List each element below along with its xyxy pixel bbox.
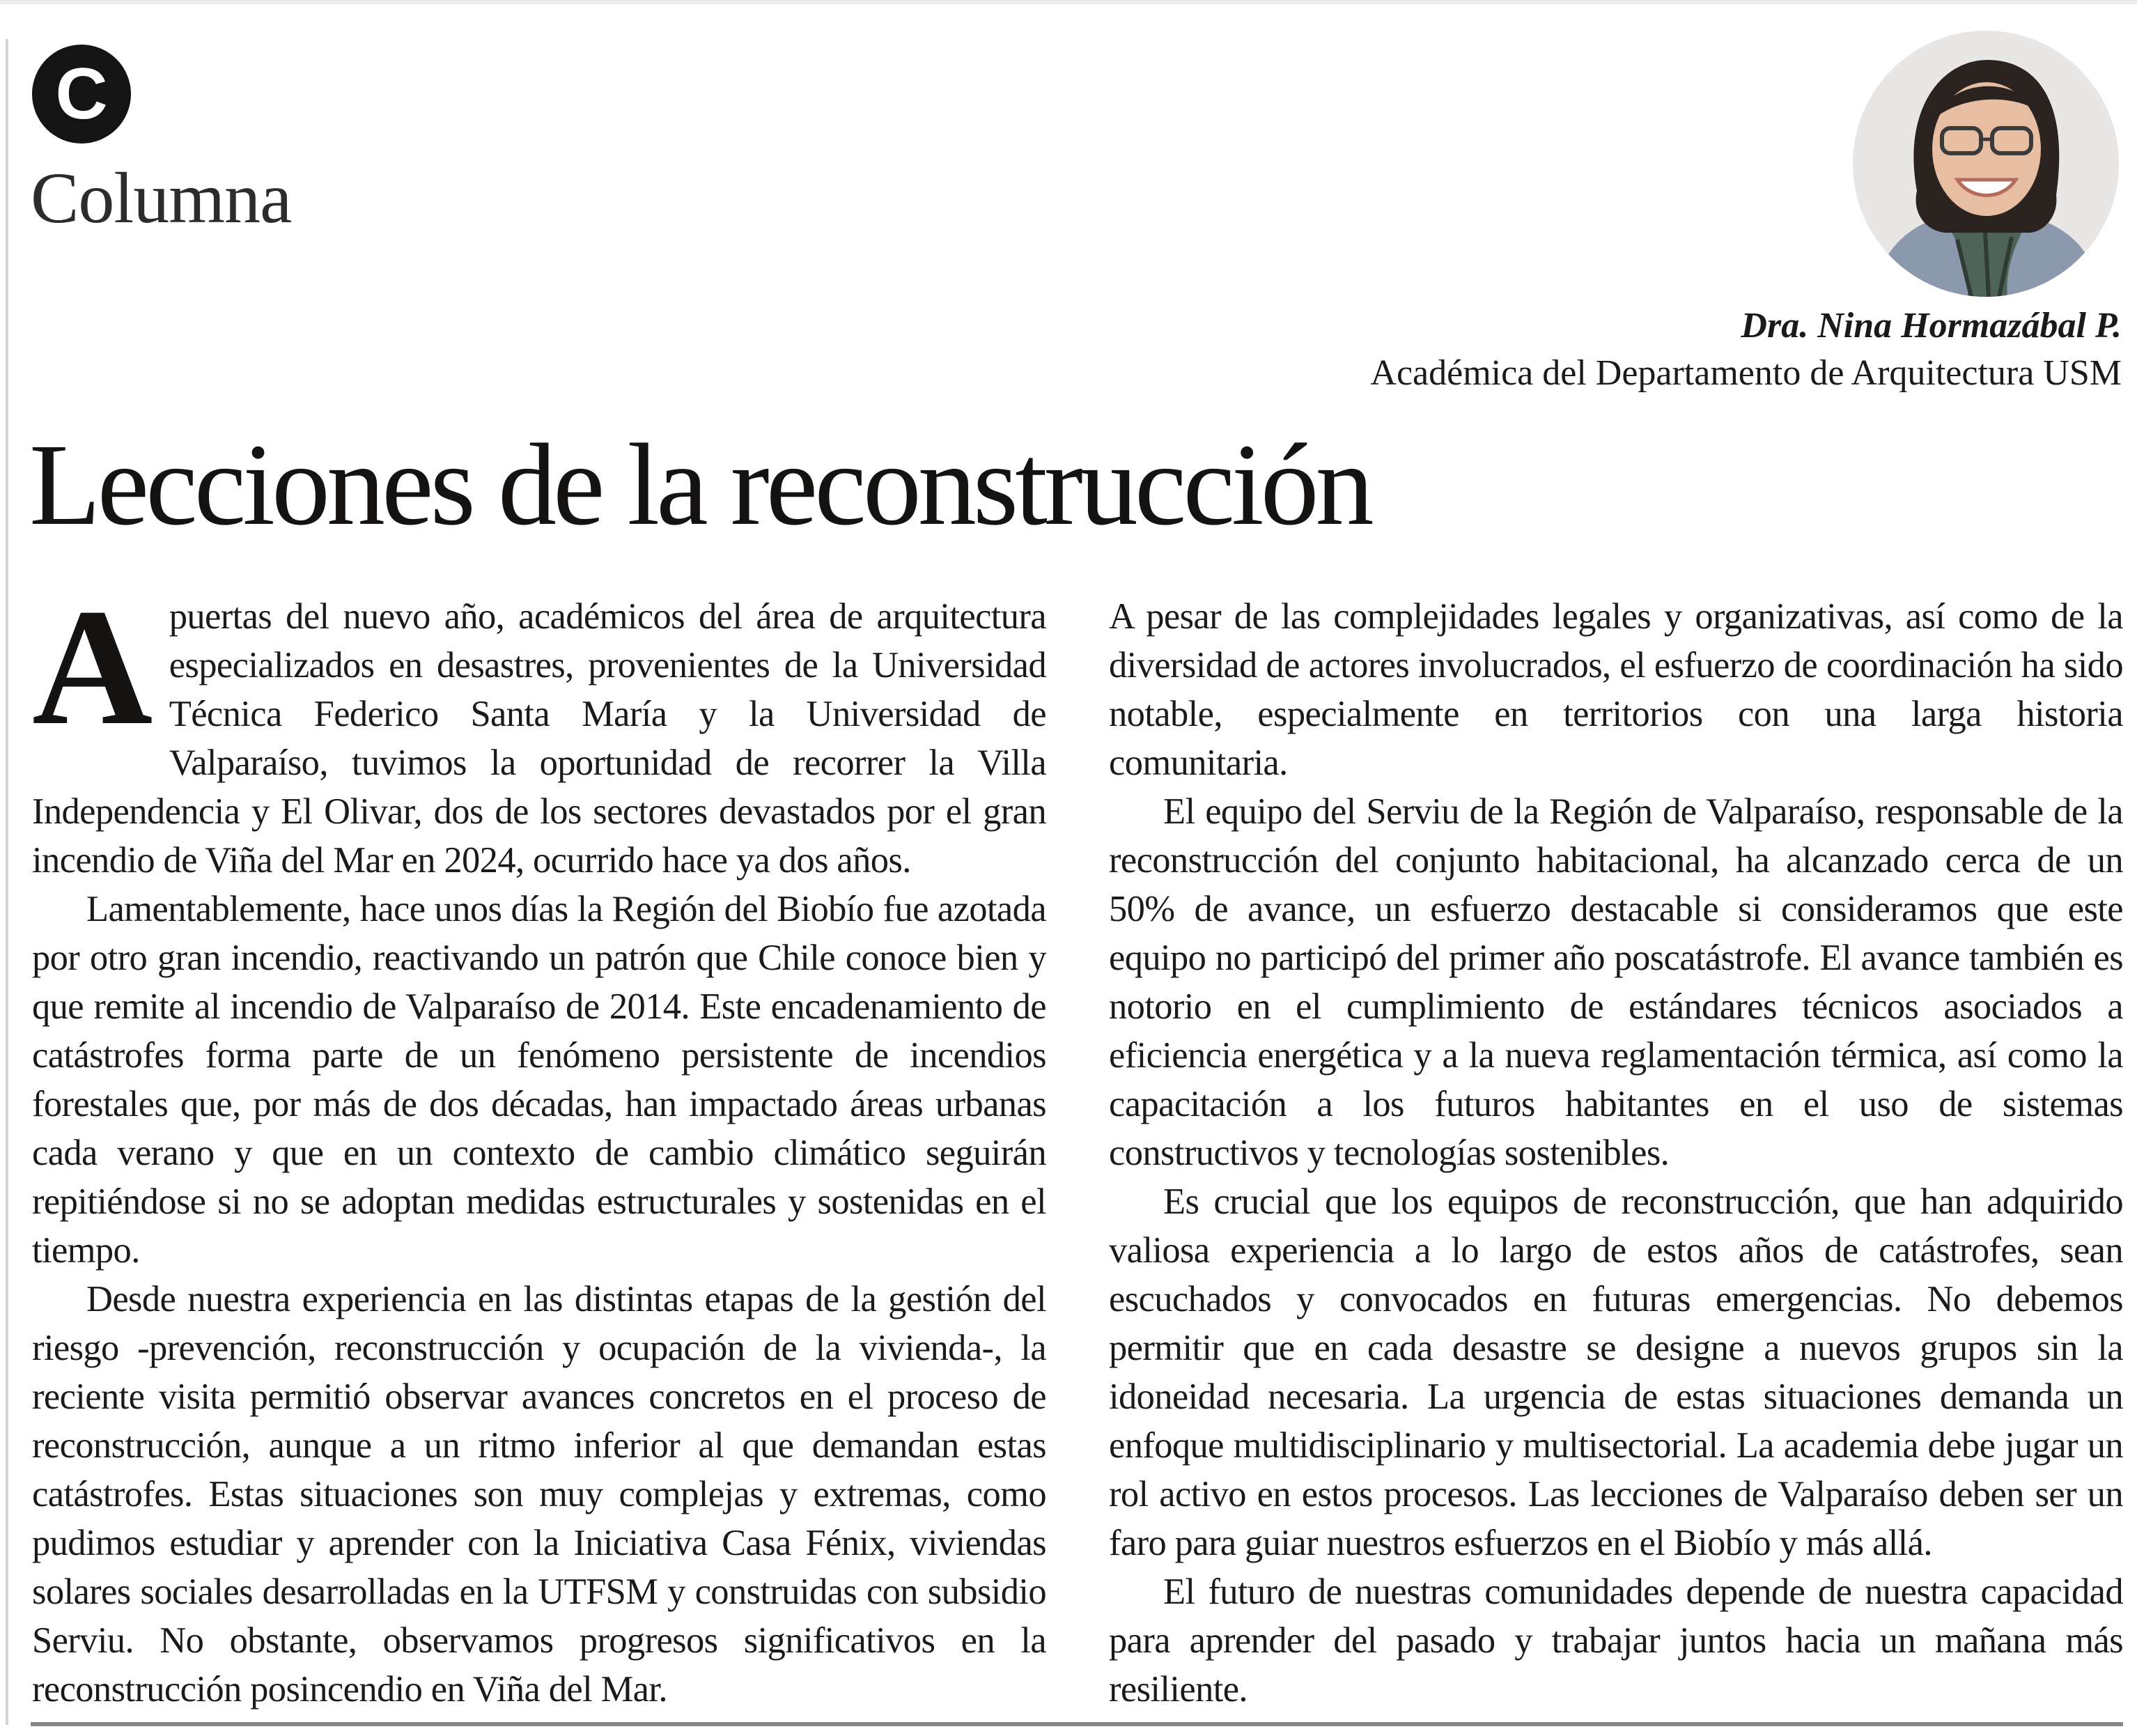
author-role: Académica del Departamento de Arquitectura USM — [1370, 353, 2122, 393]
article-column-right — [1109, 592, 2123, 1710]
article-title: Lecciones de la reconstrucción — [29, 420, 1371, 550]
article-paragraph: El equipo del Serviu de la Región de Valparaíso, responsable de la reconstrucción del conjunto habitacional, ha alcanzado cerca de un 50% de avance, un esfuerzo destacable si consideramos que este equipo no participó del primer año poscatástrofe. El avance también es notorio en el cumplimiento de estándares técnicos asociados a eficiencia energética y a la nueva reglamentación térmica, así como la capacitación a los futuros habitantes en el uso de sistemas constructivos y tecnologías sostenibles. — [1109, 791, 2123, 1173]
dropcap: A — [32, 574, 153, 759]
paragraph-text: puertas del nuevo año, académicos del área de arquitectura especializados en desastres, provenientes de la Universidad Técnica Federico Santa María y la Universidad de Valparaíso, tuvimos la oportunidad de recorrer la Villa Independencia y El Olivar, dos de los sectores devastados por el gran incendio de Viña del Mar en 2024, ocurrido hace ya dos años. — [32, 596, 1046, 881]
author-portrait-image — [1853, 31, 2119, 297]
author-photo — [1853, 31, 2119, 297]
section-badge-icon: C — [32, 45, 131, 144]
article-paragraph — [32, 574, 1046, 885]
section-label: Columna — [31, 158, 292, 238]
bottom-rule — [31, 1722, 2123, 1726]
page-border — [6, 39, 8, 1725]
article-body — [32, 574, 2123, 1710]
author-name: Dra. Nina Hormazábal P. — [1741, 306, 2122, 346]
article-paragraph: El futuro de nuestras comunidades depende de nuestra capacidad para aprender del pasado y trabajar juntos hacia un mañana más resiliente. — [1109, 1572, 2123, 1710]
article-paragraph: Desde nuestra experiencia en las distintas etapas de la gestión del riesgo -prevención, reconstrucción y ocupación de la vivienda-, la reciente visita permitió observar avances concretos en el proceso de reconstrucción, aunque a un ritmo inferior al que demandan estas catástrofes. Estas situaciones son muy complejas y extremas, como pudimos estudiar y aprender con la Iniciativa Casa Fénix, viviendas solares sociales desarrolladas en la UTFSM y construidas con subsidio Serviu. No obstante, observamos progresos significativos en la reconstrucción posincendio en Viña del Mar. — [32, 1279, 1046, 1710]
article-paragraph: Es crucial que los equipos de reconstrucción, que han adquirido valiosa experiencia a lo largo de estos años de catástrofes, sean escuchados y convocados en futuras emergencias. No debemos permitir que en cada desastre se designe a nuevos grupos sin la idoneidad necesaria. La urgencia de estas situaciones demanda un enfoque multidisciplinario y multisectorial. La academia debe jugar un rol activo en estos procesos. Las lecciones de Valparaíso deben ser un faro para guiar nuestros esfuerzos en el Biobío y más allá. — [1109, 1181, 2123, 1563]
top-rule — [0, 0, 2137, 4]
article-paragraph: A pesar de las complejidades legales y organizativas, así como de la diversidad de actores involucrados, el esfuerzo de coordinación ha sido notable, especialmente en territorios con una larga historia comunitaria. — [1109, 596, 2123, 783]
article-paragraph: Lamentablemente, hace unos días la Región del Biobío fue azotada por otro gran incendio, reactivando un patrón que Chile conoce bien y que remite al incendio de Valparaíso de 2014. Este encadenamiento de catástrofes forma parte de un fenómeno persistente de incendios forestales que, por más de dos décadas, han impactado áreas urbanas cada verano y que en un contexto de cambio climático seguirán repitiéndose si no se adoptan medidas estructurales y sostenidas en el tiempo. — [32, 889, 1046, 1271]
article-column-left — [32, 574, 1046, 1710]
